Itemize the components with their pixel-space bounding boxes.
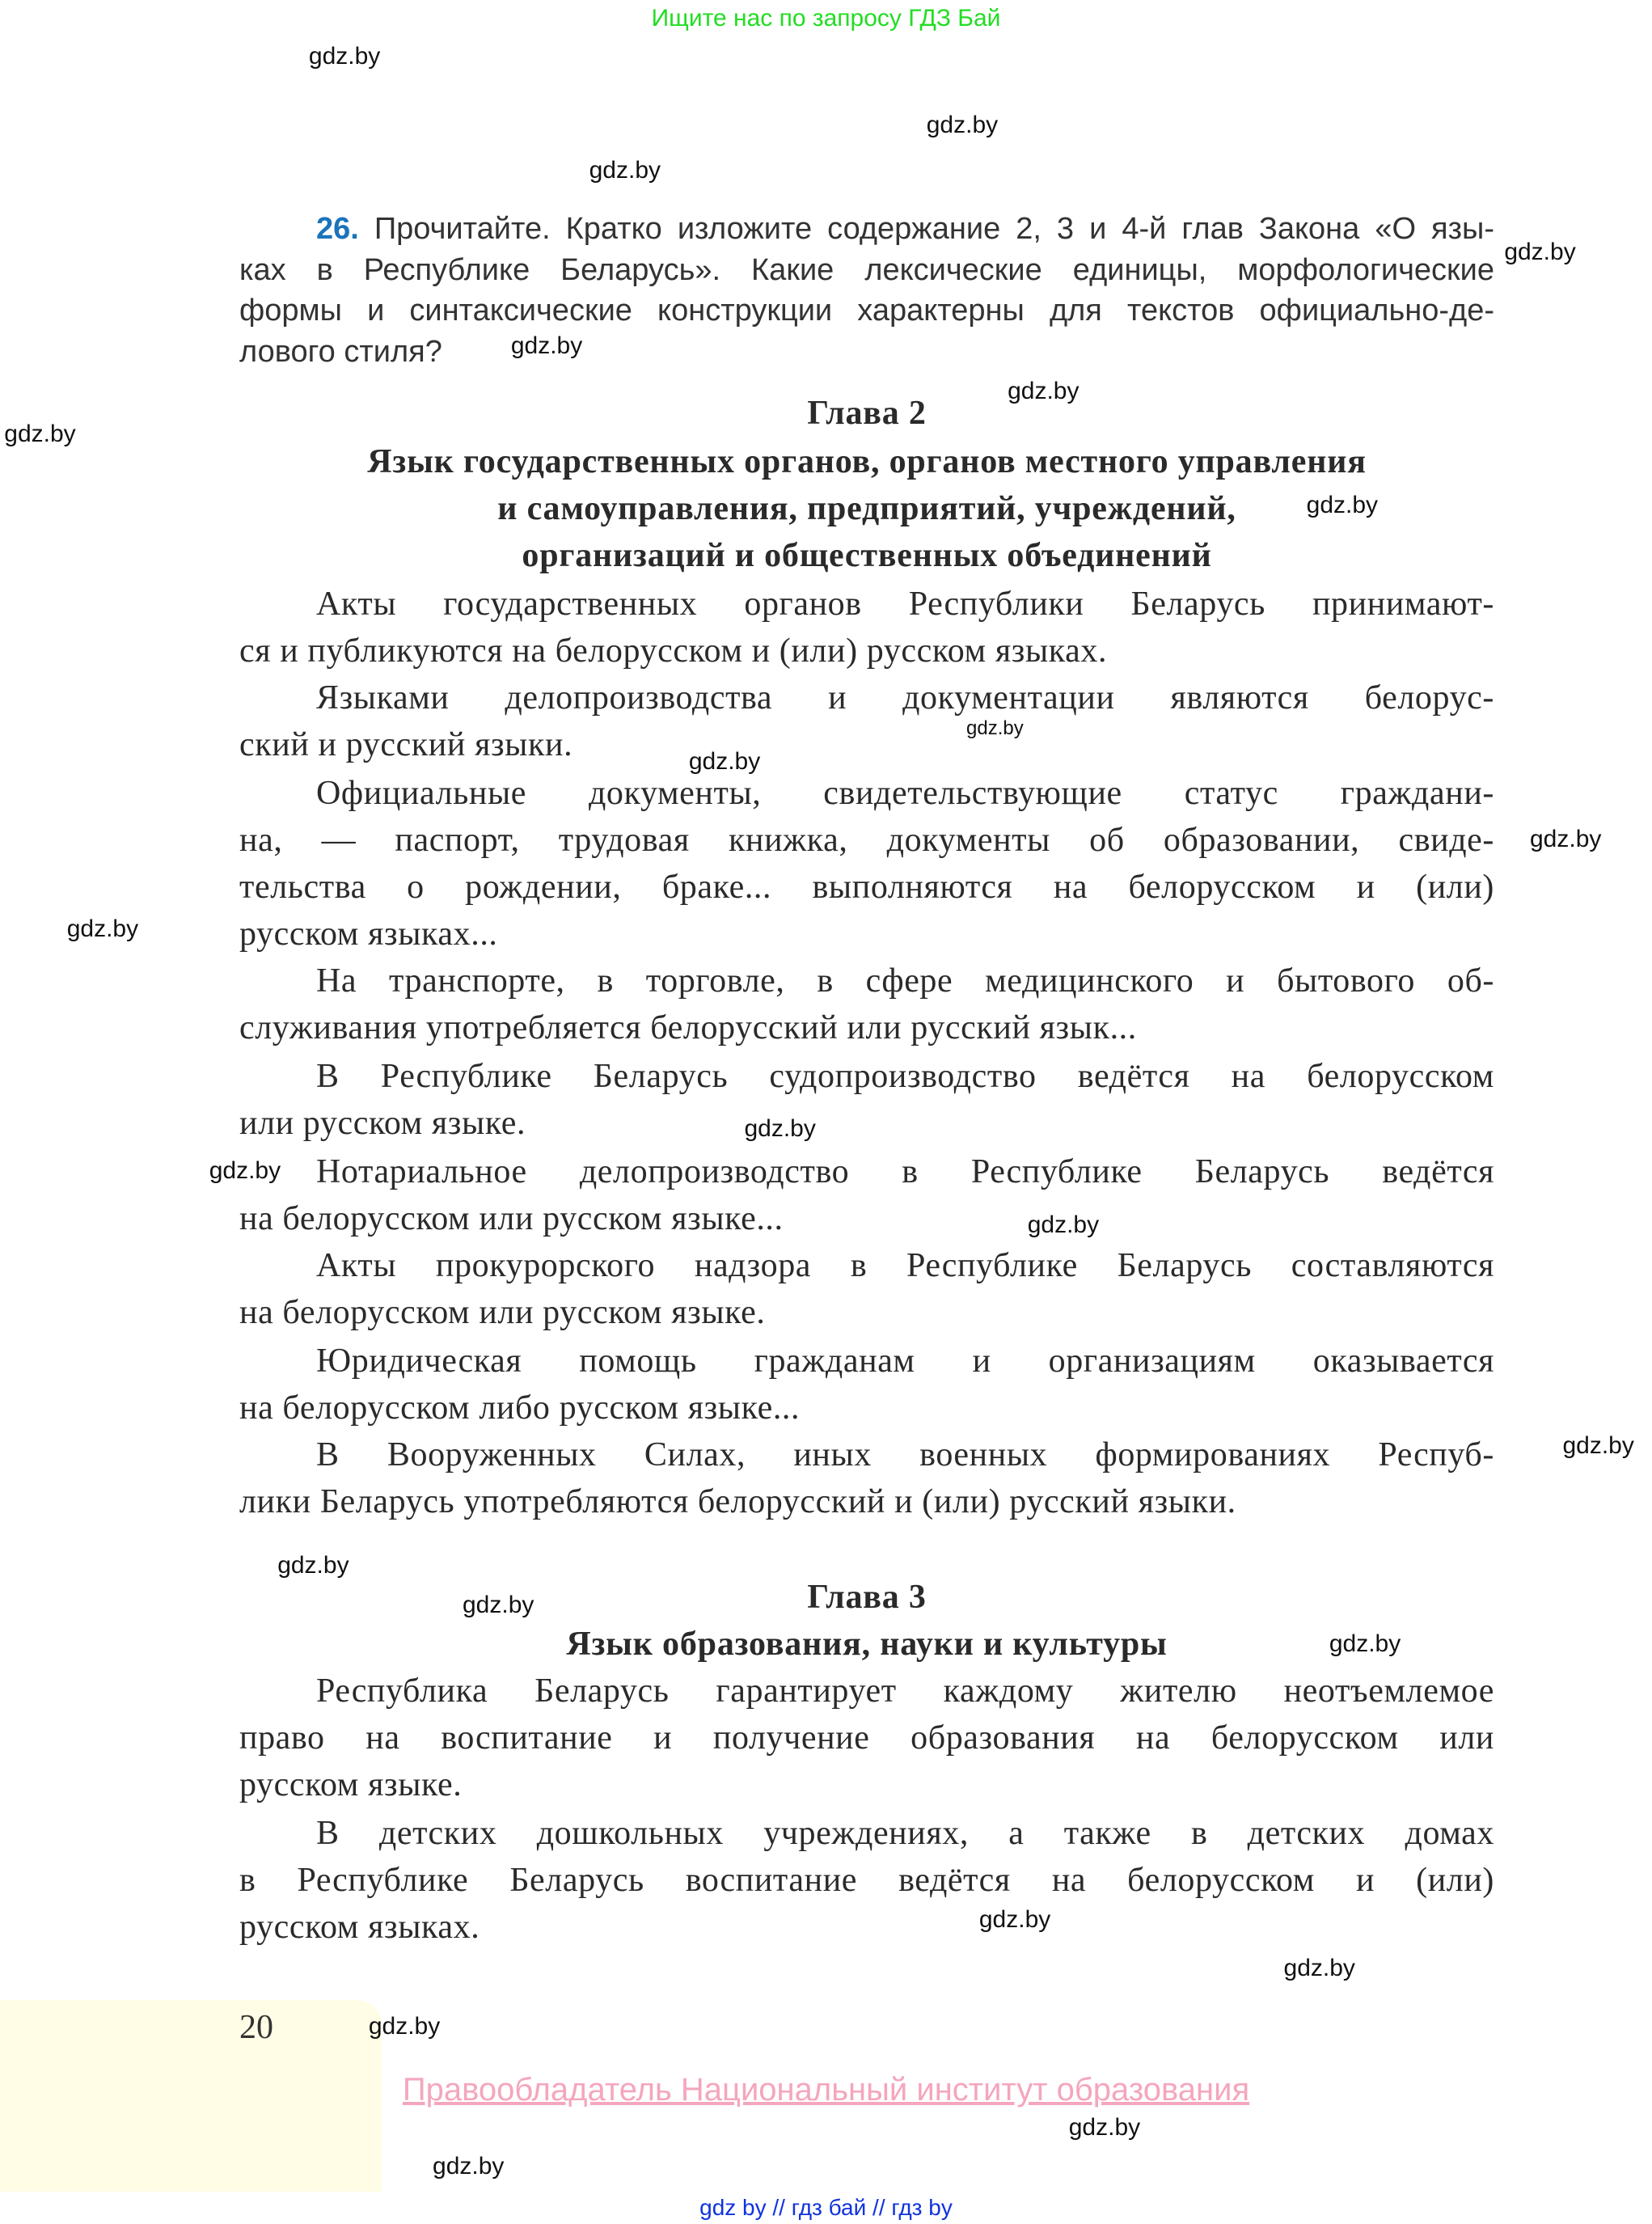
watermark: gdz.by xyxy=(463,1592,534,1619)
paragraph-line: ский и русский языки. xyxy=(239,725,573,763)
watermark: gdz.by xyxy=(1504,238,1576,265)
watermark: gdz.by xyxy=(277,1552,349,1579)
paragraph-line: на белорусском или русском языке. xyxy=(239,1294,766,1331)
chapter-heading-line: и самоуправления, предприятий, учреждений, xyxy=(497,489,1236,527)
task-text-line: 26. Прочитайте. Кратко изложите содержание 2, 3 и 4-й глав Закона «О язы- xyxy=(316,212,1494,247)
paragraph-line: ся и публикуются на белорусском и (или) русском языках. xyxy=(239,632,1108,670)
task-text-line: формы и синтаксические конструкции характерны для текстов официально-де- xyxy=(239,293,1494,328)
watermark: gdz.by xyxy=(978,1906,1051,1934)
paragraph-line: или русском языке. xyxy=(239,1104,526,1142)
paragraph-line: Юридическая помощь гражданам и организациям оказывается xyxy=(316,1342,1494,1380)
task-text-line: ках в Республике Беларусь». Какие лексические единицы, морфологические xyxy=(239,253,1494,288)
watermark: gdz.by xyxy=(966,717,1024,740)
paragraph-line: русском языке. xyxy=(239,1766,463,1804)
paragraph-line: В детских дошкольных учреждениях, а также в детских домах xyxy=(316,1815,1494,1853)
paragraph-line: служивания употребляется белорусский или русский язык... xyxy=(239,1009,1137,1046)
task-number: 26. xyxy=(316,212,374,247)
chapter-title: Глава 2 xyxy=(807,394,927,432)
paragraph-line: на белорусском либо русском языке... xyxy=(239,1389,801,1427)
paragraph-line: право на воспитание и получение образования на белорусском или xyxy=(239,1719,1494,1757)
paragraph-line: тельства о рождении, браке... выполняются на белорусском и (или) xyxy=(239,868,1494,906)
watermark: gdz.by xyxy=(1530,826,1602,853)
watermark: gdz.by xyxy=(1068,2114,1141,2142)
paragraph-line: В Республике Беларусь судопроизводство ведётся на белорусском xyxy=(316,1057,1494,1095)
paragraph-line: русском языках. xyxy=(239,1909,480,1947)
paragraph-line: В Вооруженных Силах, иных военных формированиях Респуб- xyxy=(316,1436,1494,1474)
chapter-heading-line: Язык образования, науки и культуры xyxy=(566,1626,1168,1664)
watermark: gdz.by xyxy=(308,43,381,70)
watermark: gdz.by xyxy=(1329,1630,1401,1657)
copyright-notice xyxy=(0,2072,1652,2108)
chapter-heading-line: Язык государственных органов, органов местного управления xyxy=(367,442,1367,480)
watermark: gdz.by xyxy=(510,332,583,359)
paragraph-line: Республика Беларусь гарантирует каждому жителю неотъемлемое xyxy=(316,1672,1494,1710)
page-number: 20 xyxy=(239,2009,273,2046)
footer-links[interactable]: gdz by // гдз бай // гдз by xyxy=(699,2195,953,2220)
paragraph-line: русском языках... xyxy=(239,915,498,953)
copyright-link[interactable]: Правообладатель Национальный институт образования xyxy=(402,2072,1250,2108)
paragraph-line: Языками делопроизводства и документации являются белорус- xyxy=(316,679,1494,717)
watermark: gdz.by xyxy=(1008,378,1080,404)
watermark: gdz.by xyxy=(4,420,76,447)
task-text-line: лового стиля? xyxy=(239,334,442,369)
paragraph-line: лики Беларусь употребляются белорусский и (или) русский языки. xyxy=(239,1483,1236,1521)
paragraph-line: на белорусском или русском языке... xyxy=(239,1199,784,1237)
watermark: gdz.by xyxy=(66,915,139,943)
watermark: gdz.by xyxy=(926,111,999,138)
watermark: gdz.by xyxy=(744,1114,816,1142)
watermark: gdz.by xyxy=(433,2152,505,2180)
paragraph-line: Акты прокурорского надзора в Республике Беларусь составляются xyxy=(316,1246,1494,1284)
promo-banner: Ищите нас по запросу ГДЗ Бай xyxy=(651,5,1001,32)
watermark: gdz.by xyxy=(1283,1955,1355,1982)
watermark: gdz.by xyxy=(589,157,661,184)
paragraph-line: Нотариальное делопроизводство в Республике Беларусь ведётся xyxy=(316,1152,1494,1190)
watermark: gdz.by xyxy=(1562,1432,1634,1460)
watermark: gdz.by xyxy=(209,1157,281,1185)
watermark: gdz.by xyxy=(1306,491,1379,518)
paragraph-line: Акты государственных органов Республики Беларусь принимают- xyxy=(316,585,1494,623)
paragraph-line: в Республике Беларусь воспитание ведётся на белорусском и (или) xyxy=(239,1862,1494,1900)
watermark: gdz.by xyxy=(1027,1211,1100,1239)
paragraph-line: на, — паспорт, трудовая книжка, документы об образовании, свиде- xyxy=(239,821,1494,859)
chapter-heading-line: организаций и общественных объединений xyxy=(522,536,1212,574)
paragraph-line: Официальные документы, свидетельствующие статус граждани- xyxy=(316,774,1494,812)
watermark: gdz.by xyxy=(368,2013,441,2040)
chapter-title: Глава 3 xyxy=(807,1579,927,1616)
watermark: gdz.by xyxy=(688,747,761,775)
paragraph-line: На транспорте, в торговле, в сфере медицинского и бытового об- xyxy=(316,962,1494,1000)
